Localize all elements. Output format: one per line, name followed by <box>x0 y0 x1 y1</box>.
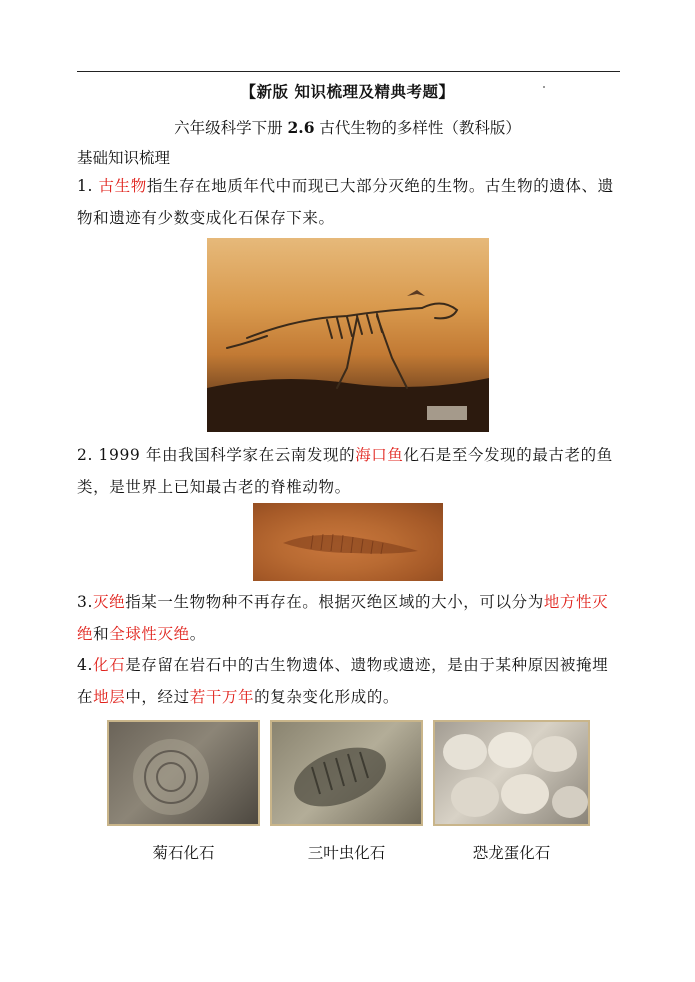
p4-num: 4. <box>77 656 93 674</box>
section-title: 基础知识梳理 <box>77 149 171 167</box>
paragraph-3 <box>77 586 622 650</box>
p2-term: 海口鱼 <box>355 446 404 464</box>
p4-term-2: 地层 <box>93 688 126 706</box>
p1-text: 指生存在地质年代中而现已大部分灭绝的生物。古生物的遗体、遗物和遗迹有少数变成化石保存下来。 <box>77 177 614 227</box>
subtitle-suffix: 古代生物的多样性（教科版） <box>314 119 521 137</box>
p3-term-1: 灭绝 <box>93 593 126 611</box>
paragraph-2 <box>77 439 622 503</box>
trilobite-fossil-image <box>270 720 423 826</box>
caption-dinosaur-egg: 恐龙蛋化石 <box>472 844 551 862</box>
subtitle-prefix: 六年级科学下册 <box>174 119 288 137</box>
paragraph-4 <box>77 649 622 713</box>
caption-ammonite: 菊石化石 <box>152 844 215 862</box>
p3-num: 3. <box>77 593 93 611</box>
p1-term: 古生物 <box>98 177 147 195</box>
p4-text-3: 的复杂变化形成的。 <box>254 688 400 706</box>
p4-text-1: 是存留在岩石中的古生物遗体、遗物或遗迹，是由于某种原因被掩埋在 <box>77 656 609 706</box>
p2-num: 2. 1999 年由我国科学家在云南发现的 <box>77 446 356 464</box>
p4-term-1: 化石 <box>93 656 126 674</box>
subtitle-num: 2.6 <box>287 118 315 137</box>
p2-text: 化石是至今发现的最古老的鱼类，是世界上已知最古老的脊椎动物。 <box>77 446 613 496</box>
haikouichthys-fossil-image <box>253 503 443 581</box>
p3-text-3: 。 <box>189 625 206 643</box>
p4-term-3: 若干万年 <box>189 688 255 706</box>
dinosaur-skeleton-image <box>207 238 489 432</box>
ammonite-fossil-image <box>107 720 260 826</box>
dinosaur-egg-fossil-image <box>433 720 590 826</box>
p3-text-1: 指某一生物物种不再存在。根据灭绝区域的大小，可以分为 <box>125 593 544 611</box>
doc-title: 【新版 知识梳理及精典考题】 <box>240 82 455 101</box>
p3-text-2: 和 <box>93 625 110 643</box>
p3-term-3: 全球性灭绝 <box>109 625 190 643</box>
caption-trilobite: 三叶虫化石 <box>307 844 386 862</box>
doc-subtitle <box>0 116 695 138</box>
p4-text-2: 中，经过 <box>125 688 190 706</box>
paragraph-1 <box>77 170 622 234</box>
header-rule <box>77 71 620 72</box>
p1-num: 1. <box>77 177 99 195</box>
p3-term-2: 地方性灭绝 <box>77 593 609 643</box>
